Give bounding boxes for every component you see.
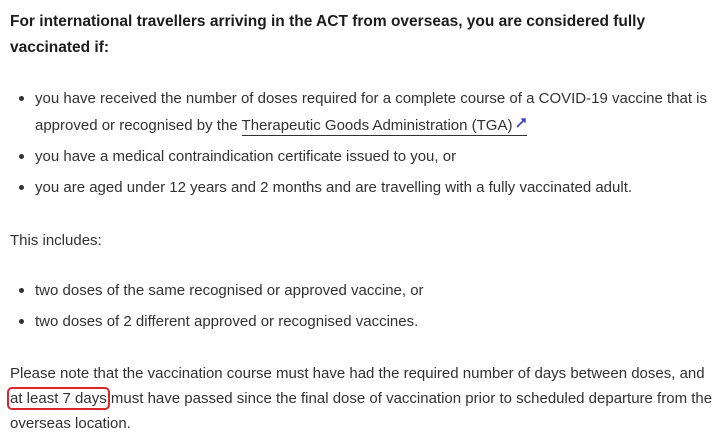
bullet-dot — [19, 154, 24, 159]
tga-link[interactable] — [242, 117, 528, 136]
note-paragraph — [10, 361, 716, 436]
note-text-end: must have passed since the final dose of vaccination prior to scheduled departure from the overseas location. — [10, 390, 713, 432]
list-item — [10, 309, 716, 334]
includes-label: This includes: — [10, 232, 102, 249]
list-item — [10, 278, 716, 303]
includes-item-text: two doses of the same recognised or approved vaccine, or — [35, 282, 424, 299]
criteria-item-text: you are aged under 12 years and 2 months and are travelling with a fully vaccinated adult. — [35, 179, 633, 196]
bullet-dot — [19, 96, 24, 101]
list-item — [10, 144, 716, 169]
bullet-dot — [19, 288, 24, 293]
criteria-item-text: you have received the number of doses required for a complete course of a COVID-19 vaccine that is approved or recognised by the — [35, 90, 708, 134]
bullet-dot — [19, 185, 24, 190]
list-item — [10, 175, 716, 200]
includes-item-text: two doses of 2 different approved or recognised vaccines. — [35, 313, 419, 330]
note-text-start: Please note that the vaccination course must have had the required number of days between doses, and — [10, 365, 705, 382]
criteria-item-text: you have a medical contraindication certificate issued to you, or — [35, 148, 457, 165]
list-item — [10, 86, 716, 138]
page-heading: For international travellers arriving in the ACT from overseas, you are considered fully vaccinated if: — [10, 13, 646, 56]
includes-list — [10, 278, 716, 340]
bullet-dot — [19, 319, 24, 324]
criteria-list — [10, 86, 716, 206]
external-link-icon — [516, 111, 527, 122]
tga-link-label: Therapeutic Goods Administration (TGA) — [241, 117, 513, 134]
highlighted-duration: at least 7 days — [10, 390, 107, 407]
